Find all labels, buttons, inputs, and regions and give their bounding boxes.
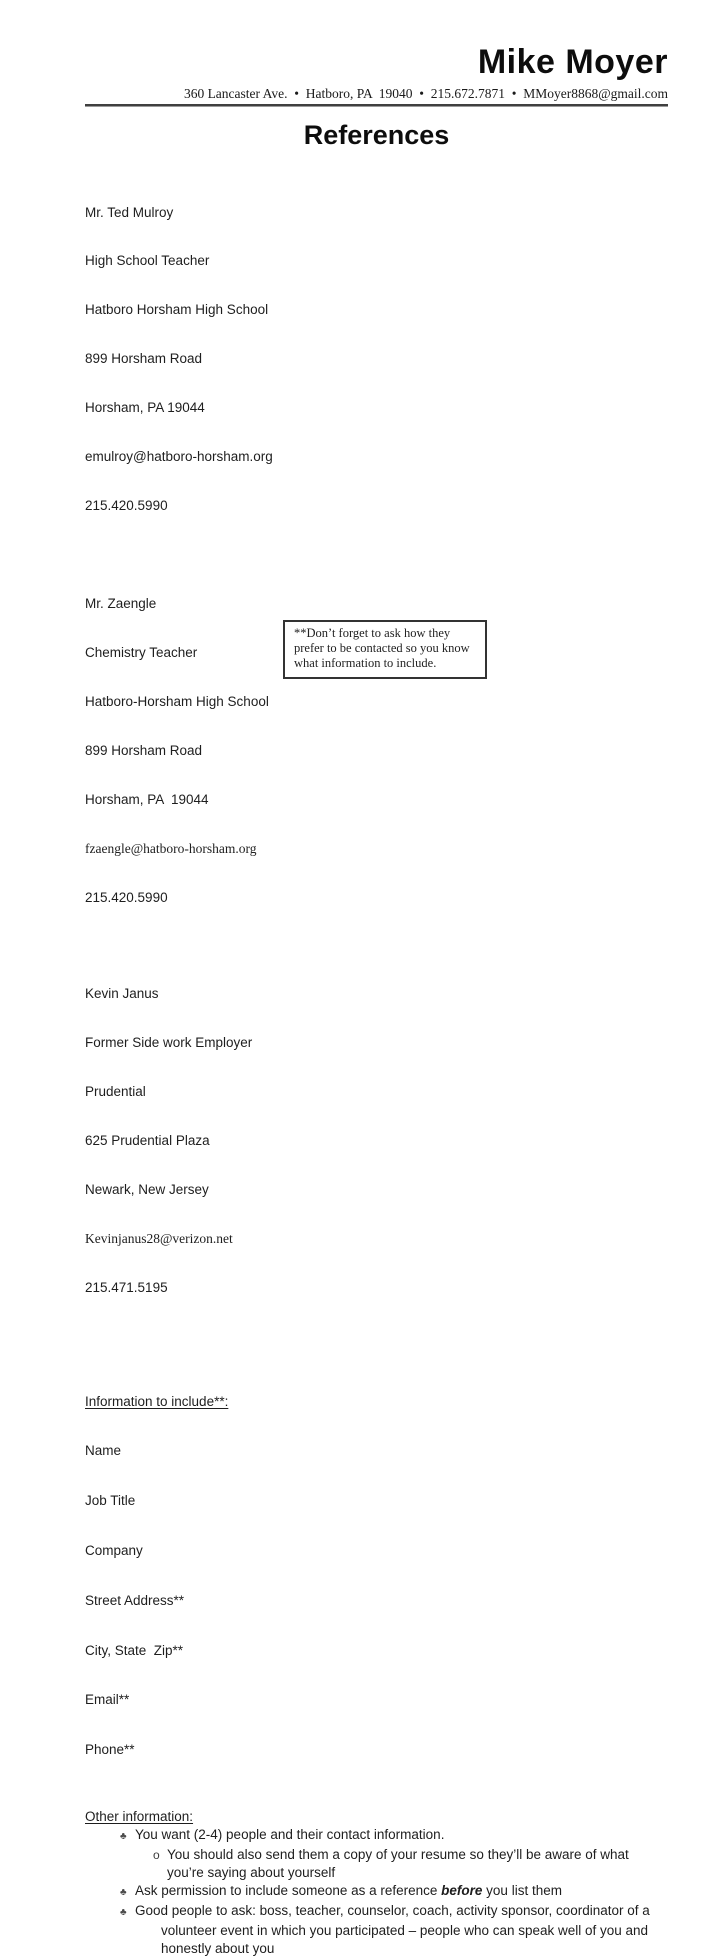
reference-organization: Hatboro Horsham High School [85, 302, 269, 318]
bullet-text: you list them [482, 1882, 562, 1898]
club-bullet-icon: ♣ [120, 1906, 127, 1918]
bullet-text: You should also send them a copy of your resume so they’ll be aware of what you’re saying about yourself [167, 1846, 633, 1880]
info-section [85, 1360, 668, 1791]
info-item: Phone** [85, 1742, 135, 1758]
bullet-item [85, 1902, 668, 1958]
reference-name: Kevin Janus [85, 986, 159, 1002]
circle-bullet-icon: o [153, 1847, 160, 1862]
reference-phone: 215.471.5195 [85, 1279, 168, 1295]
reference-name: Mr. Zaengle [85, 596, 157, 612]
info-item: Job Title [85, 1493, 136, 1509]
info-item: City, State Zip** [85, 1642, 184, 1658]
reference-job-title: Chemistry Teacher [85, 645, 198, 661]
reference-phone: 215.420.5990 [85, 497, 168, 513]
reference-organization: Prudential [85, 1084, 146, 1100]
other-section-heading: Other information: [85, 1808, 194, 1824]
reference-name: Mr. Ted Mulroy [85, 204, 174, 220]
header-divider [85, 104, 668, 107]
reference-email: Kevinjanus28@verizon.net [85, 1230, 233, 1246]
reference-block-1 [85, 172, 668, 547]
bullet-text: Good people to ask: boss, teacher, counselor, coach, activity sponsor, coordinator of a volunteer event in which you participated – people who can speak well of you and honestly about you [135, 1902, 654, 1956]
info-item: Email** [85, 1692, 130, 1708]
other-section [85, 1808, 668, 1958]
bullet-text: You want (2-4) people and their contact information. [135, 1826, 445, 1842]
sub-bullet-item [85, 1846, 668, 1882]
reference-block-3 [85, 954, 668, 1329]
person-name: Mike Moyer [477, 43, 668, 81]
bullet-text: Ask permission to include someone as a reference [135, 1882, 442, 1898]
info-item: Name [85, 1443, 122, 1459]
reference-address1: 625 Prudential Plaza [85, 1132, 210, 1148]
reminder-note-box [283, 620, 487, 679]
note-line: prefer to be contacted so you know [294, 641, 470, 656]
info-item: Company [85, 1543, 143, 1559]
club-bullet-icon: ♣ [120, 1830, 127, 1842]
reference-phone: 215.420.5990 [85, 889, 168, 905]
reference-organization: Hatboro-Horsham High School [85, 694, 269, 710]
page-title: References [303, 120, 450, 150]
reference-address2: Horsham, PA 19044 [85, 791, 209, 807]
reference-address2: Newark, New Jersey [85, 1181, 209, 1197]
note-line: **Don’t forget to ask how they [294, 626, 451, 640]
reference-address1: 899 Horsham Road [85, 351, 203, 367]
reference-address1: 899 Horsham Road [85, 743, 203, 759]
reference-email: fzaengle@hatboro-horsham.org [85, 840, 257, 856]
bullet-item [85, 1882, 668, 1902]
reference-job-title: Former Side work Employer [85, 1035, 253, 1051]
note-line: what information to include. [294, 656, 437, 671]
club-bullet-icon: ♣ [120, 1886, 127, 1898]
info-item: Street Address** [85, 1592, 185, 1608]
info-section-heading: Information to include**: [85, 1393, 229, 1409]
reference-job-title: High School Teacher [85, 253, 210, 269]
reference-email: emulroy@hatboro-horsham.org [85, 449, 273, 465]
reference-address2: Horsham, PA 19044 [85, 400, 205, 416]
bullet-item [85, 1826, 668, 1846]
contact-line: 360 Lancaster Ave. • Hatboro, PA 19040 • 215.672.7871 • MMoyer8868@gmail.com [183, 86, 668, 101]
bullet-text-emphasis: before [441, 1882, 483, 1898]
